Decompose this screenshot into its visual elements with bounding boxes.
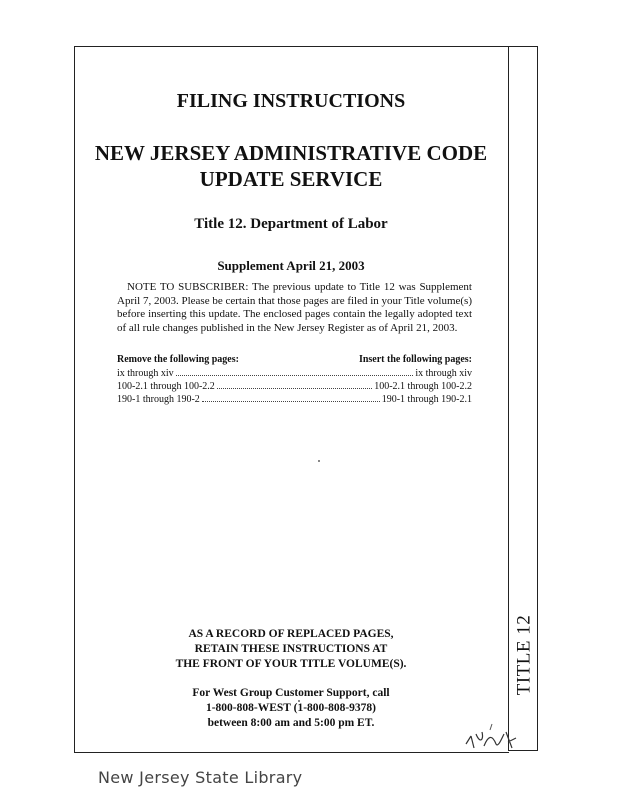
support-phone: 1-800-808-WEST (1-800-808-9378) bbox=[205, 702, 377, 714]
table-row bbox=[117, 393, 472, 406]
library-stamp: New Jersey State Library bbox=[98, 768, 303, 787]
pages-table bbox=[117, 354, 472, 406]
subscriber-note: NOTE TO SUBSCRIBER: The previous update to Title 12 was Supplement April 7, 2003. Please be certain that those pages are filed in your Title volume(s) before inserting this update. The enclosed pages contain the legally adopted text of all rule changes published in the New Jersey Register as of April 21, 2003. bbox=[117, 281, 472, 334]
dot-leader bbox=[202, 401, 380, 402]
title-tab-label bbox=[510, 600, 538, 710]
page-title: FILING INSTRUCTIONS bbox=[176, 90, 406, 112]
table-row bbox=[117, 367, 472, 380]
code-heading-line1: NEW JERSEY ADMINISTRATIVE CODE bbox=[94, 141, 488, 165]
remove-pages: 100-2.1 through 100-2.2 bbox=[117, 381, 215, 392]
title-tab-text: TITLE 12 bbox=[513, 614, 535, 696]
record-line2: RETAIN THESE INSTRUCTIONS AT bbox=[194, 643, 388, 655]
remove-pages: ix through xiv bbox=[117, 368, 174, 379]
pages-table-header bbox=[117, 354, 472, 365]
customer-support bbox=[74, 686, 508, 731]
scan-speck bbox=[298, 700, 300, 702]
support-line1: For West Group Customer Support, call bbox=[192, 687, 390, 699]
supplement-date: Supplement April 21, 2003 bbox=[217, 258, 365, 273]
remove-header: Remove the following pages: bbox=[117, 354, 239, 365]
dot-leader bbox=[217, 388, 372, 389]
scan-speck bbox=[318, 460, 320, 462]
insert-header: Insert the following pages: bbox=[358, 354, 472, 365]
code-heading bbox=[74, 140, 508, 192]
code-heading-line2: UPDATE SERVICE bbox=[199, 167, 383, 191]
handwritten-initials bbox=[462, 718, 522, 758]
insert-pages: 100-2.1 through 100-2.2 bbox=[374, 381, 472, 392]
record-line3: THE FRONT OF YOUR TITLE VOLUME(S). bbox=[175, 658, 407, 670]
record-instructions bbox=[74, 627, 508, 672]
table-row bbox=[117, 380, 472, 393]
insert-pages: 190-1 through 190-2.1 bbox=[381, 394, 472, 405]
remove-pages: 190-1 through 190-2 bbox=[117, 394, 200, 405]
record-line1: AS A RECORD OF REPLACED PAGES, bbox=[188, 628, 394, 640]
dot-leader bbox=[176, 375, 414, 376]
support-hours: between 8:00 am and 5:00 pm ET. bbox=[207, 717, 375, 729]
department-title: Title 12. Department of Labor bbox=[194, 216, 388, 232]
insert-pages: ix through xiv bbox=[415, 368, 472, 379]
